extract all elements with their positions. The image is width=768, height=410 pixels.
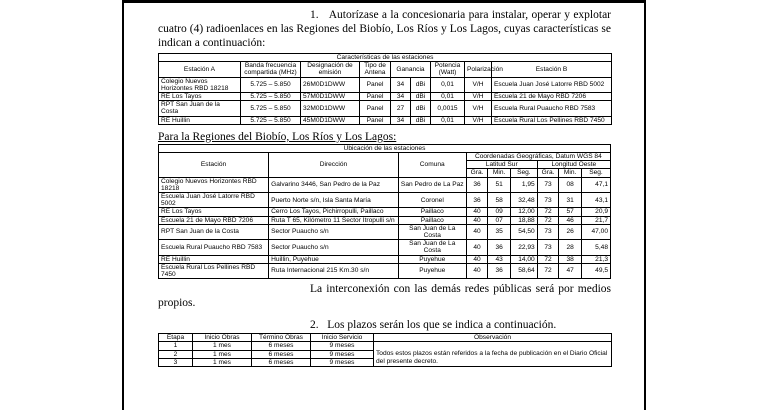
table-cell: Puerto Norte s/n, Isla Santa María bbox=[269, 193, 399, 208]
table-cell: 1 mes bbox=[193, 342, 252, 350]
column-header: Comuna bbox=[398, 153, 466, 178]
column-header: Observación bbox=[374, 334, 612, 342]
page-border-right bbox=[644, 0, 646, 410]
table-cell: 32,48 bbox=[510, 193, 537, 208]
observation-cell: Todos estos plazos están referidos a la fecha de publicación en el Diario Oficial del presente decreto. bbox=[374, 342, 612, 367]
table-cell: 36 bbox=[488, 240, 511, 255]
table-cell: 58 bbox=[488, 193, 511, 208]
table-caption: Características de las estaciones bbox=[159, 54, 612, 62]
table-cell: 72 bbox=[537, 263, 559, 278]
column-header: Seg. bbox=[581, 169, 610, 177]
table-cell: 27 bbox=[391, 101, 411, 116]
deadlines-table bbox=[158, 333, 612, 367]
table-cell: 40 bbox=[466, 263, 488, 278]
table-cell: 73 bbox=[537, 224, 559, 239]
table-cell: 9 meses bbox=[311, 342, 374, 350]
table-cell: 73 bbox=[537, 240, 559, 255]
table-cell: V/H bbox=[465, 77, 492, 92]
table-cell: RPT San Juan de la Costa bbox=[159, 101, 241, 116]
column-header: Polarización bbox=[465, 62, 492, 77]
table-cell: Colegio Nuevos Horizontes RBD 18218 bbox=[159, 177, 269, 192]
table-row bbox=[159, 263, 611, 278]
table-cell: 5.725 – 5.850 bbox=[241, 101, 301, 116]
table-cell: Sector Puaucho s/n bbox=[269, 224, 399, 239]
table-cell: RE Huillin bbox=[159, 255, 269, 263]
table-cell: 40 bbox=[466, 224, 488, 239]
table-cell: 1 mes bbox=[193, 358, 252, 366]
table-row bbox=[159, 208, 611, 216]
table-cell: 34 bbox=[391, 116, 411, 124]
column-header: Min. bbox=[559, 169, 582, 177]
table-cell: Coronel bbox=[398, 193, 466, 208]
table-cell: Paillaco bbox=[398, 208, 466, 216]
table-cell: 38 bbox=[559, 255, 582, 263]
table-cell: Puyehue bbox=[398, 255, 466, 263]
table-cell: 0,01 bbox=[431, 77, 465, 92]
document-page bbox=[158, 8, 611, 367]
table-cell: Escuela 21 de Mayo RBD 7206 bbox=[159, 216, 269, 224]
table-cell: 47,1 bbox=[581, 177, 610, 192]
table-cell: 12,00 bbox=[510, 208, 537, 216]
column-header: Estación bbox=[159, 153, 269, 178]
table-cell: 14,00 bbox=[510, 255, 537, 263]
table-cell: 5.725 – 5.850 bbox=[241, 77, 301, 92]
table-cell: Escuela Rural Puaucho RBD 7583 bbox=[159, 240, 269, 255]
table-cell: Sector Puaucho s/n bbox=[269, 240, 399, 255]
table-cell: 28 bbox=[559, 240, 582, 255]
table-cell: 40 bbox=[466, 240, 488, 255]
table-row bbox=[159, 93, 612, 101]
table-cell: 54,50 bbox=[510, 224, 537, 239]
table-cell: RE Los Tayos bbox=[159, 208, 269, 216]
table-cell: 34 bbox=[391, 77, 411, 92]
table-cell: 1 bbox=[159, 342, 193, 350]
table-cell: dBi bbox=[411, 77, 431, 92]
table-cell: 6 meses bbox=[252, 350, 311, 358]
table-cell: dBi bbox=[411, 93, 431, 101]
table-cell: 9 meses bbox=[311, 350, 374, 358]
table-cell: San Pedro de La Paz bbox=[398, 177, 466, 192]
table-cell: Panel bbox=[360, 93, 391, 101]
table-cell: V/H bbox=[465, 101, 492, 116]
table-cell: San Juan de La Costa bbox=[398, 224, 466, 239]
table-row bbox=[159, 101, 612, 116]
table-cell: 47,00 bbox=[581, 224, 610, 239]
table-cell: 45M0D1DWW bbox=[301, 116, 360, 124]
page-border-left bbox=[122, 0, 124, 410]
column-header: Longitud Oeste bbox=[537, 161, 610, 169]
table-cell: 72 bbox=[537, 208, 559, 216]
table-cell: RE Huillin bbox=[159, 116, 241, 124]
table-cell: 43,1 bbox=[581, 193, 610, 208]
table-cell: 35 bbox=[488, 224, 511, 239]
table-cell: Escuela 21 de Mayo RBD 7206 bbox=[492, 93, 612, 101]
column-header: Gra. bbox=[466, 169, 488, 177]
table-cell: 1 mes bbox=[193, 350, 252, 358]
table-cell: 22,93 bbox=[510, 240, 537, 255]
column-header: Tipo de Antena bbox=[360, 62, 391, 77]
table-cell: 72 bbox=[537, 255, 559, 263]
table-cell: Galvarino 3446, San Pedro de la Paz bbox=[269, 177, 399, 192]
table-cell: 47 bbox=[559, 263, 582, 278]
table-cell: 21,3 bbox=[581, 255, 610, 263]
table-cell: 2 bbox=[159, 350, 193, 358]
table-cell: Escuela Rural Los Pellines RBD 7450 bbox=[492, 116, 612, 124]
table-cell: 07 bbox=[488, 216, 511, 224]
table-cell: Panel bbox=[360, 116, 391, 124]
table-cell: Colegio Nuevos Horizontes RBD 18218 bbox=[159, 77, 241, 92]
interconnection-paragraph: La interconexión con las demás redes públicas será por medios propios. bbox=[158, 283, 611, 310]
table-cell: 09 bbox=[488, 208, 511, 216]
table-cell: V/H bbox=[465, 93, 492, 101]
stations-characteristics-table bbox=[158, 53, 612, 125]
table-row bbox=[159, 116, 612, 124]
table-cell: Escuela Juan José Latorre RBD 5002 bbox=[159, 193, 269, 208]
table-cell: Panel bbox=[360, 77, 391, 92]
column-header: Ganancia bbox=[391, 62, 431, 77]
column-header: Designación de emisión bbox=[301, 62, 360, 77]
table-cell: Escuela Juan José Latorre RBD 5002 bbox=[492, 77, 612, 92]
table-cell: 08 bbox=[559, 177, 582, 192]
table-cell: 57M0D1DWW bbox=[301, 93, 360, 101]
table-row bbox=[159, 216, 611, 224]
table-cell: Escuela Rural Puaucho RBD 7583 bbox=[492, 101, 612, 116]
table-cell: 1,95 bbox=[510, 177, 537, 192]
table-cell: 5.725 – 5.850 bbox=[241, 116, 301, 124]
table-cell: Ruta Internacional 215 Km.30 s/n bbox=[269, 263, 399, 278]
table-row bbox=[159, 255, 611, 263]
table-cell: 18,88 bbox=[510, 216, 537, 224]
table-cell: San Juan de La Costa bbox=[398, 240, 466, 255]
table-caption: Ubicación de las estaciones bbox=[159, 144, 611, 152]
table-cell: 34 bbox=[391, 93, 411, 101]
table-cell: V/H bbox=[465, 116, 492, 124]
table-row bbox=[159, 240, 611, 255]
table-row bbox=[159, 224, 611, 239]
column-header: Dirección bbox=[269, 153, 399, 178]
column-header: Banda frecuencia compartida (MHz) bbox=[241, 62, 301, 77]
column-header: Término Obras bbox=[252, 334, 311, 342]
column-header: Gra. bbox=[537, 169, 559, 177]
table-cell: 36 bbox=[466, 193, 488, 208]
column-header: Estación A bbox=[159, 62, 241, 77]
page-border-top bbox=[122, 0, 646, 3]
table-cell: 0,01 bbox=[431, 93, 465, 101]
table-cell: 6 meses bbox=[252, 342, 311, 350]
section-1-paragraph: 1. Autorízase a la concesionaria para instalar, operar y explotar cuatro (4) radioenlaces en las Regiones del Biobío, Los Ríos y Los Lagos, cuyas características se indican a continuación: bbox=[158, 9, 611, 49]
table-cell: 20,9 bbox=[581, 208, 610, 216]
table-cell: RPT San Juan de la Costa bbox=[159, 224, 269, 239]
table-cell: 40 bbox=[466, 255, 488, 263]
table-cell: 31 bbox=[559, 193, 582, 208]
table-cell: 36 bbox=[488, 263, 511, 278]
column-header: Coordenadas Geográficas, Datum WGS 84 bbox=[466, 153, 610, 161]
column-header: Inicio Servicio bbox=[311, 334, 374, 342]
table-cell: 26M0D1DWW bbox=[301, 77, 360, 92]
table-cell: 0,01 bbox=[431, 116, 465, 124]
table-cell: 40 bbox=[466, 208, 488, 216]
table-cell: 6 meses bbox=[252, 358, 311, 366]
table-row bbox=[159, 77, 612, 92]
stations-location-table bbox=[158, 144, 611, 279]
table-cell: 51 bbox=[488, 177, 511, 192]
table-cell: 49,5 bbox=[581, 263, 610, 278]
table-cell: 73 bbox=[537, 193, 559, 208]
table-cell: 43 bbox=[488, 255, 511, 263]
table-cell: 32M0D1DWW bbox=[301, 101, 360, 116]
section-heading: Para la Regiones del Biobío, Los Ríos y Los Lagos: bbox=[158, 130, 397, 143]
table-cell: Cerro Los Tayos, Pichirropulli, Paillaco bbox=[269, 208, 399, 216]
table-cell: 40 bbox=[466, 216, 488, 224]
table-cell: 36 bbox=[466, 177, 488, 192]
column-header: Inicio Obras bbox=[193, 334, 252, 342]
table-cell: 21,7 bbox=[581, 216, 610, 224]
table-cell: Paillaco bbox=[398, 216, 466, 224]
table-cell: Escuela Rural Los Pellines RBD 7450 bbox=[159, 263, 269, 278]
column-header: Potencia (Watt) bbox=[431, 62, 465, 77]
table-cell: dBi bbox=[411, 116, 431, 124]
table-cell: Ruta T 65, Kilómetro 11 Sector Itropulli s/n bbox=[269, 216, 399, 224]
table-cell: 46 bbox=[559, 216, 582, 224]
table-cell: 3 bbox=[159, 358, 193, 366]
table-row bbox=[159, 342, 612, 350]
table-cell: Puyehue bbox=[398, 263, 466, 278]
table-cell: 72 bbox=[537, 216, 559, 224]
table-cell: 57 bbox=[559, 208, 582, 216]
table-cell: 5,48 bbox=[581, 240, 610, 255]
section-2-paragraph: 2. Los plazos serán los que se indica a continuación. bbox=[310, 319, 557, 332]
column-header: Estación B bbox=[492, 62, 612, 77]
table-cell: 5.725 – 5.850 bbox=[241, 93, 301, 101]
table-cell: 58,64 bbox=[510, 263, 537, 278]
table-row bbox=[159, 177, 611, 192]
table-cell: 9 meses bbox=[311, 358, 374, 366]
table-cell: Panel bbox=[360, 101, 391, 116]
table-cell: RE Los Tayos bbox=[159, 93, 241, 101]
column-header: Etapa bbox=[159, 334, 193, 342]
table-cell: 73 bbox=[537, 177, 559, 192]
column-header: Min. bbox=[488, 169, 511, 177]
table-cell: 0,0015 bbox=[431, 101, 465, 116]
table-cell: 26 bbox=[559, 224, 582, 239]
table-cell: Huillin, Puyehue bbox=[269, 255, 399, 263]
column-header: Seg. bbox=[510, 169, 537, 177]
table-cell: dBi bbox=[411, 101, 431, 116]
column-header: Latitud Sur bbox=[466, 161, 537, 169]
table-row bbox=[159, 193, 611, 208]
